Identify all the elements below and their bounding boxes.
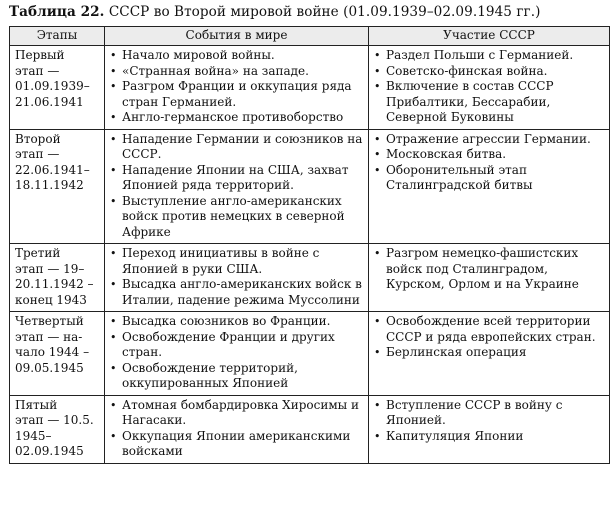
ussr-events-list xyxy=(373,48,606,126)
stage-cell xyxy=(10,395,105,463)
world-events-cell xyxy=(105,129,369,244)
stage-line: Второй xyxy=(15,131,61,146)
stage-cell xyxy=(10,46,105,130)
bullet-icon: • xyxy=(110,111,117,124)
stage-line: Третий xyxy=(15,246,61,260)
list-item-text: Выступление англо-американских войск против немецких в северной Африке xyxy=(122,193,345,239)
bullet-icon: • xyxy=(374,64,381,78)
list-item-text: Англо-германское противоборство xyxy=(122,110,344,124)
list-item-text: Разгром Франции и оккупация ряда стран Германией. xyxy=(122,79,352,109)
bullet-icon: • xyxy=(110,247,117,260)
list-item xyxy=(109,110,365,126)
list-item-text: Оккупация Японии американскими войсками xyxy=(122,428,351,458)
stage-line: этап — 10.5. xyxy=(15,413,94,427)
list-item-text: Берлинская операция xyxy=(386,345,527,359)
bullet-icon: • xyxy=(374,398,381,412)
bullet-icon: • xyxy=(374,429,381,443)
ussr-events-list xyxy=(373,314,606,361)
list-item xyxy=(373,147,606,163)
world-events-cell xyxy=(105,244,369,312)
bullet-icon: • xyxy=(110,330,117,344)
list-item-text: Московская битва. xyxy=(386,147,507,161)
header-stages: Этапы xyxy=(10,27,105,46)
list-item-text: Атомная бомбардировка Хиросимы и Нагасаки. xyxy=(122,397,360,427)
ww2-table xyxy=(9,26,610,464)
list-item-text: «Странная война» на западе. xyxy=(122,63,309,78)
list-item xyxy=(109,398,365,429)
stage-cell xyxy=(10,312,105,396)
list-item-text: Советско-финская война. xyxy=(386,63,548,78)
list-item-text: Включение в состав СССР Прибалтики, Бессарабии, Северной Буковины xyxy=(386,79,554,124)
stage-line: 09.05.1945 xyxy=(15,360,84,375)
list-item xyxy=(373,314,606,345)
list-item xyxy=(373,163,606,194)
list-item-text: Освобождение всей территории СССР и ряда европейских стран. xyxy=(386,314,596,344)
list-item-text: Нападение Японии на США, захват Японией ряда территорий. xyxy=(122,162,349,192)
list-item-text: Освобождение территорий, оккупированных Японией xyxy=(122,360,298,390)
list-item-text: Оборонительный этап Сталинградской битвы xyxy=(386,162,533,192)
list-item-text: Начало мировой войны. xyxy=(122,48,275,62)
stage-line: этап — на- xyxy=(15,329,83,344)
world-events-cell xyxy=(105,312,369,396)
bullet-icon: • xyxy=(110,64,117,78)
stage-line: этап — xyxy=(15,63,60,78)
bullet-icon: • xyxy=(374,346,381,359)
world-events-list xyxy=(109,132,365,241)
list-item xyxy=(373,246,606,293)
ussr-participation-cell xyxy=(369,244,610,312)
list-item xyxy=(109,314,365,330)
list-item xyxy=(109,361,365,392)
bullet-icon: • xyxy=(374,315,381,328)
table-row xyxy=(10,312,610,396)
table-row xyxy=(10,395,610,463)
table-caption xyxy=(9,4,540,20)
bullet-icon: • xyxy=(110,163,117,177)
list-item xyxy=(373,398,606,429)
table-row xyxy=(10,46,610,130)
list-item-text: Высадка союзников во Франции. xyxy=(122,314,331,328)
table-caption-label: Таблица 22. xyxy=(9,4,105,20)
bullet-icon: • xyxy=(110,80,117,93)
stage-line: Четвертый xyxy=(15,314,84,328)
bullet-icon: • xyxy=(110,361,117,375)
world-events-list xyxy=(109,246,365,308)
header-ussr-participation: Участие СССР xyxy=(369,27,610,46)
stage-cell xyxy=(10,129,105,244)
stage-line: 21.06.1941 xyxy=(15,94,84,109)
list-item-text: Вступление СССР в войну с Японией. xyxy=(386,397,563,427)
bullet-icon: • xyxy=(374,49,381,62)
list-item xyxy=(109,246,365,277)
list-item xyxy=(373,132,606,148)
list-item-text: Высадка англо-американских войск в Италии, падение режима Муссолини xyxy=(122,277,362,307)
world-events-list xyxy=(109,48,365,126)
list-item xyxy=(109,330,365,361)
bullet-icon: • xyxy=(110,315,117,328)
stage-line: конец 1943 xyxy=(15,292,87,307)
bullet-icon: • xyxy=(110,132,117,146)
list-item xyxy=(109,132,365,163)
table-caption-title: СССР во Второй мировой войне (01.09.1939–02.09.1945 гг.) xyxy=(108,4,541,20)
stage-line: этап — xyxy=(15,147,60,161)
list-item xyxy=(373,48,606,64)
bullet-icon: • xyxy=(374,132,381,146)
stage-line: этап — 19– xyxy=(15,261,85,276)
table-row xyxy=(10,129,610,244)
ussr-events-list xyxy=(373,246,606,293)
list-item xyxy=(373,345,606,361)
bullet-icon: • xyxy=(374,163,381,177)
table-header-row xyxy=(10,27,610,46)
list-item-text: Отражение агрессии Германии. xyxy=(386,131,591,146)
header-world-events: События в мире xyxy=(105,27,369,46)
list-item xyxy=(109,64,365,80)
bullet-icon: • xyxy=(110,278,117,291)
list-item-text: Раздел Польши с Германией. xyxy=(386,48,574,62)
world-events-cell xyxy=(105,46,369,130)
ussr-events-list xyxy=(373,132,606,194)
stage-line: 1945– xyxy=(15,428,52,443)
stage-line: чало 1944 – xyxy=(15,345,90,359)
list-item-text: Освобождение Франции и других стран. xyxy=(122,329,335,359)
stage-line: Первый xyxy=(15,48,65,62)
table-row xyxy=(10,244,610,312)
stage-line: 18.11.1942 xyxy=(15,178,84,192)
stage-line: 22.06.1941– xyxy=(15,162,90,177)
ussr-participation-cell xyxy=(369,129,610,244)
bullet-icon: • xyxy=(374,80,381,93)
ussr-participation-cell xyxy=(369,312,610,396)
list-item-text: Разгром немецко-фашистских войск под Сталинградом, Курском, Орлом и на Украине xyxy=(386,246,579,291)
list-item-text: Нападение Германии и союзников на СССР. xyxy=(122,131,363,161)
list-item xyxy=(109,429,365,460)
bullet-icon: • xyxy=(374,247,381,260)
list-item xyxy=(109,79,365,110)
bullet-icon: • xyxy=(110,194,117,208)
stage-cell xyxy=(10,244,105,312)
list-item xyxy=(373,429,606,445)
list-item-text: Капитуляция Японии xyxy=(386,428,524,443)
stage-line: Пятый xyxy=(15,397,58,412)
list-item xyxy=(373,64,606,80)
world-events-cell xyxy=(105,395,369,463)
list-item xyxy=(109,163,365,194)
list-item xyxy=(109,48,365,64)
stage-line: 02.09.1945 xyxy=(15,444,84,458)
world-events-list xyxy=(109,314,365,392)
bullet-icon: • xyxy=(110,49,117,62)
list-item xyxy=(109,277,365,308)
stage-line: 20.11.1942 – xyxy=(15,277,94,291)
bullet-icon: • xyxy=(374,148,381,161)
list-item-text: Переход инициативы в войне с Японией в руки США. xyxy=(122,246,320,276)
ussr-participation-cell xyxy=(369,395,610,463)
ussr-events-list xyxy=(373,398,606,445)
bullet-icon: • xyxy=(110,429,117,443)
stage-line: 01.09.1939– xyxy=(15,79,90,93)
ussr-participation-cell xyxy=(369,46,610,130)
list-item xyxy=(373,79,606,126)
list-item xyxy=(109,194,365,241)
world-events-list xyxy=(109,398,365,460)
bullet-icon: • xyxy=(110,398,117,412)
